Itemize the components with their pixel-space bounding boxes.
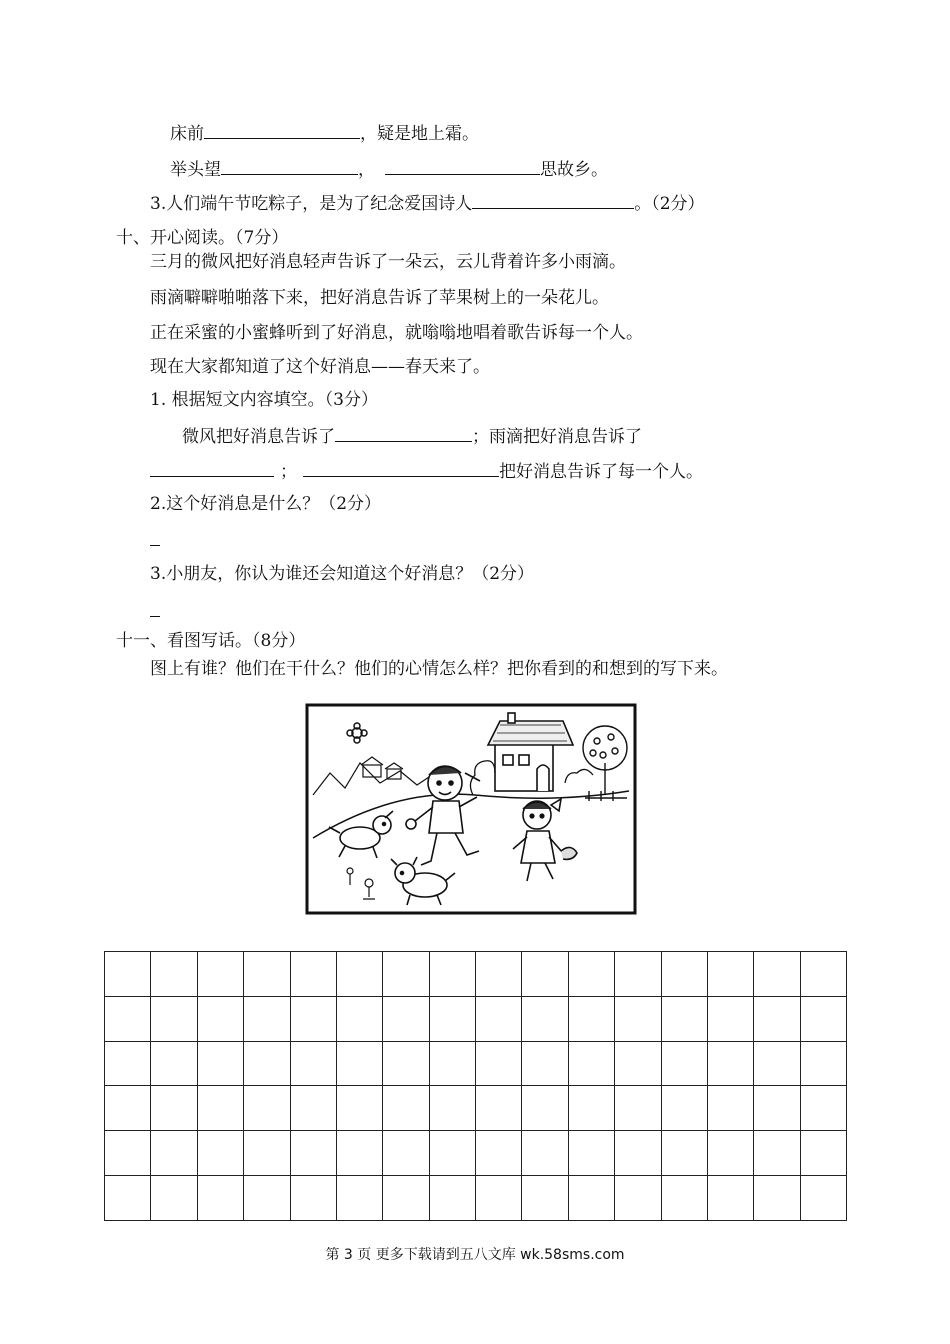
grid-cell[interactable] <box>707 1131 753 1176</box>
grid-cell[interactable] <box>244 1086 290 1131</box>
grid-cell[interactable] <box>476 996 522 1041</box>
grid-cell[interactable] <box>800 1086 846 1131</box>
fill-text: 把好消息告诉了每一个人。 <box>499 462 703 482</box>
answer-blank[interactable] <box>335 424 472 442</box>
grid-cell[interactable] <box>522 996 568 1041</box>
grid-cell[interactable] <box>336 996 382 1041</box>
poem-line2-start: 举头望 <box>170 160 221 180</box>
grid-cell[interactable] <box>290 1041 336 1086</box>
answer-blank[interactable] <box>150 459 274 477</box>
grid-cell[interactable] <box>615 1041 661 1086</box>
grid-cell[interactable] <box>522 1176 568 1221</box>
grid-cell[interactable] <box>105 1176 151 1221</box>
grid-cell[interactable] <box>800 1131 846 1176</box>
grid-cell[interactable] <box>429 952 475 997</box>
grid-cell[interactable] <box>151 1041 197 1086</box>
grid-cell[interactable] <box>197 1086 243 1131</box>
grid-cell[interactable] <box>244 1176 290 1221</box>
grid-cell[interactable] <box>661 1041 707 1086</box>
poem-line-1 <box>170 121 479 145</box>
grid-cell[interactable] <box>197 952 243 997</box>
grid-row <box>105 952 847 997</box>
question-9-3 <box>150 191 705 215</box>
fill-text: ；雨滴把好消息告诉了 <box>472 427 642 447</box>
grid-cell[interactable] <box>336 1131 382 1176</box>
grid-cell[interactable] <box>336 1086 382 1131</box>
grid-row <box>105 996 847 1041</box>
grid-cell[interactable] <box>383 952 429 997</box>
section-10-title: 十、开心阅读。（7分） <box>116 228 289 248</box>
grid-cell[interactable] <box>754 1131 800 1176</box>
grid-cell[interactable] <box>383 996 429 1041</box>
grid-cell[interactable] <box>707 1041 753 1086</box>
grid-cell[interactable] <box>151 1086 197 1131</box>
grid-cell[interactable] <box>754 996 800 1041</box>
grid-cell[interactable] <box>290 952 336 997</box>
grid-cell[interactable] <box>244 1041 290 1086</box>
poem-line-2 <box>170 157 608 181</box>
grid-cell[interactable] <box>615 1176 661 1221</box>
writing-grid[interactable] <box>104 951 847 1221</box>
grid-cell[interactable] <box>800 1041 846 1086</box>
grid-cell[interactable] <box>244 996 290 1041</box>
grid-cell[interactable] <box>105 1041 151 1086</box>
grid-cell[interactable] <box>707 1176 753 1221</box>
grid-cell[interactable] <box>105 952 151 997</box>
grid-cell[interactable] <box>568 1131 614 1176</box>
passage-line: 正在采蜜的小蜜蜂听到了好消息，就嗡嗡地唱着歌告诉每一个人。 <box>150 323 643 343</box>
grid-cell[interactable] <box>383 1176 429 1221</box>
grid-cell[interactable] <box>105 1086 151 1131</box>
passage-line: 雨滴噼噼啪啪落下来，把好消息告诉了苹果树上的一朵花儿。 <box>150 288 609 308</box>
grid-cell[interactable] <box>383 1086 429 1131</box>
grid-cell[interactable] <box>615 1086 661 1131</box>
grid-cell[interactable] <box>336 1176 382 1221</box>
grid-cell[interactable] <box>754 1041 800 1086</box>
grid-cell[interactable] <box>800 1176 846 1221</box>
grid-cell[interactable] <box>290 1176 336 1221</box>
grid-cell[interactable] <box>290 1131 336 1176</box>
answer-line-10-3[interactable] <box>150 601 160 623</box>
grid-cell[interactable] <box>568 996 614 1041</box>
grid-row <box>105 1176 847 1221</box>
grid-cell[interactable] <box>661 996 707 1041</box>
answer-line-10-2[interactable] <box>150 530 160 552</box>
page-footer: 第 3 页 更多下载请到五八文库 wk.58sms.com <box>325 1247 625 1263</box>
answer-blank[interactable] <box>303 459 499 477</box>
grid-cell[interactable] <box>707 1086 753 1131</box>
grid-cell[interactable] <box>429 1176 475 1221</box>
grid-cell[interactable] <box>244 1131 290 1176</box>
grid-cell[interactable] <box>290 1086 336 1131</box>
question-score: 。（2分） <box>634 194 705 214</box>
grid-cell[interactable] <box>290 996 336 1041</box>
grid-cell[interactable] <box>707 952 753 997</box>
grid-cell[interactable] <box>800 952 846 997</box>
grid-cell[interactable] <box>661 1086 707 1131</box>
grid-cell[interactable] <box>568 1086 614 1131</box>
question-10-1-line-2 <box>150 459 703 483</box>
grid-cell[interactable] <box>476 1041 522 1086</box>
poem-line1-end: ，疑是地上霜。 <box>360 124 479 144</box>
grid-cell[interactable] <box>754 1176 800 1221</box>
grid-cell[interactable] <box>568 952 614 997</box>
grid-cell[interactable] <box>197 996 243 1041</box>
question-10-2: 2.这个好消息是什么？（2分） <box>150 494 382 514</box>
answer-blank[interactable] <box>385 157 540 175</box>
grid-cell[interactable] <box>707 996 753 1041</box>
grid-cell[interactable] <box>522 1131 568 1176</box>
answer-blank[interactable] <box>204 121 360 139</box>
grid-cell[interactable] <box>476 1131 522 1176</box>
grid-cell[interactable] <box>661 1176 707 1221</box>
grid-cell[interactable] <box>522 1041 568 1086</box>
grid-cell[interactable] <box>476 1086 522 1131</box>
grid-cell[interactable] <box>105 1131 151 1176</box>
grid-cell[interactable] <box>522 1086 568 1131</box>
passage-line: 三月的微风把好消息轻声告诉了一朵云，云儿背着许多小雨滴。 <box>150 252 626 272</box>
question-text: 3.人们端午节吃粽子，是为了纪念爱国诗人 <box>150 194 473 214</box>
picture-children-playing <box>305 703 637 915</box>
grid-cell[interactable] <box>336 952 382 997</box>
grid-cell[interactable] <box>244 952 290 997</box>
grid-cell[interactable] <box>661 1131 707 1176</box>
question-10-1-title: 1. 根据短文内容填空。（3分） <box>150 390 378 410</box>
section-11-title: 十一、看图写话。（8分） <box>116 631 306 651</box>
grid-cell[interactable] <box>661 952 707 997</box>
poem-line2-end: 思故乡。 <box>540 160 608 180</box>
section-11-prompt: 图上有谁？他们在干什么？他们的心情怎么样？把你看到的和想到的写下来。 <box>150 659 728 679</box>
grid-row <box>105 1131 847 1176</box>
grid-cell[interactable] <box>151 1176 197 1221</box>
grid-cell[interactable] <box>754 952 800 997</box>
grid-row <box>105 1041 847 1086</box>
grid-cell[interactable] <box>476 1176 522 1221</box>
fill-text: ； <box>280 462 297 482</box>
grid-cell[interactable] <box>615 1131 661 1176</box>
grid-cell[interactable] <box>615 996 661 1041</box>
grid-cell[interactable] <box>800 996 846 1041</box>
passage-line: 现在大家都知道了这个好消息——春天来了。 <box>150 357 490 377</box>
grid-cell[interactable] <box>197 1131 243 1176</box>
question-10-3: 3.小朋友，你认为谁还会知道这个好消息？（2分） <box>150 564 535 584</box>
poem-line1-start: 床前 <box>170 124 204 144</box>
grid-row <box>105 1086 847 1131</box>
grid-cell[interactable] <box>429 1086 475 1131</box>
grid-cell[interactable] <box>151 952 197 997</box>
grid-cell[interactable] <box>197 1176 243 1221</box>
question-10-1-line-1 <box>182 424 642 448</box>
grid-cell[interactable] <box>197 1041 243 1086</box>
grid-cell[interactable] <box>429 1131 475 1176</box>
grid-cell[interactable] <box>568 1176 614 1221</box>
answer-blank[interactable] <box>472 191 634 209</box>
grid-cell[interactable] <box>151 1131 197 1176</box>
grid-cell[interactable] <box>522 952 568 997</box>
grid-cell[interactable] <box>568 1041 614 1086</box>
grid-cell[interactable] <box>105 996 151 1041</box>
grid-cell[interactable] <box>151 996 197 1041</box>
grid-cell[interactable] <box>754 1086 800 1131</box>
poem-line2-mid: ， <box>358 160 375 180</box>
fill-text: 微风把好消息告诉了 <box>182 427 335 447</box>
grid-cell[interactable] <box>476 952 522 997</box>
grid-cell[interactable] <box>383 1041 429 1086</box>
grid-cell[interactable] <box>615 952 661 997</box>
grid-cell[interactable] <box>383 1131 429 1176</box>
answer-blank[interactable] <box>221 157 358 175</box>
grid-cell[interactable] <box>429 996 475 1041</box>
grid-cell[interactable] <box>336 1041 382 1086</box>
grid-cell[interactable] <box>429 1041 475 1086</box>
